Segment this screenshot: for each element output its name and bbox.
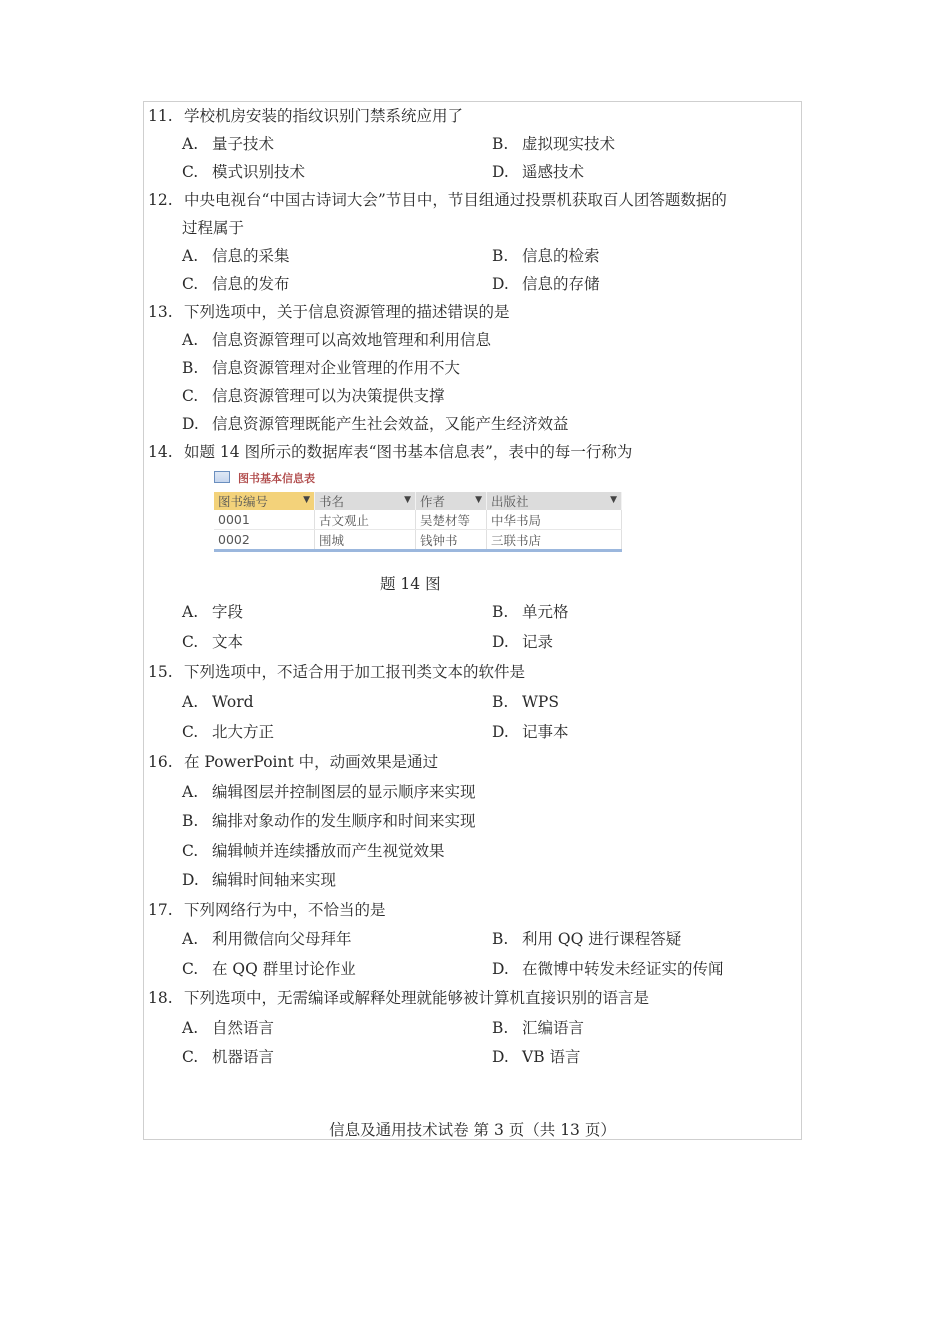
question-number: 15. bbox=[148, 663, 173, 681]
dropdown-arrow-icon: ▼ bbox=[404, 495, 411, 505]
question-number: 17. bbox=[148, 901, 173, 919]
page-footer: 信息及通用技术试卷 第 3 页（共 13 页） bbox=[329, 1121, 616, 1139]
option-a: A. Word bbox=[182, 693, 254, 711]
table-cell: 吴楚材等 bbox=[416, 510, 487, 530]
question-text: 在 PowerPoint 中，动画效果是通过 bbox=[184, 753, 439, 771]
question-number: 14. bbox=[148, 443, 173, 461]
option-d: D. 记事本 bbox=[492, 723, 569, 741]
question-text: 下列选项中，关于信息资源管理的描述错误的是 bbox=[184, 303, 510, 321]
question-12 bbox=[148, 190, 727, 210]
question-text: 下列选项中，无需编译或解释处理就能够被计算机直接识别的语言是 bbox=[184, 989, 650, 1007]
question-16 bbox=[148, 752, 438, 772]
table-cell: 0002 bbox=[214, 530, 315, 551]
option-d: D. 记录 bbox=[492, 633, 554, 651]
question-13 bbox=[148, 302, 510, 322]
option-b: B. 信息的检索 bbox=[492, 247, 600, 265]
option-c: C. 北大方正 bbox=[182, 723, 275, 741]
book-info-table bbox=[214, 492, 622, 552]
question-number: 11. bbox=[148, 107, 173, 125]
option-d: D. 信息资源管理既能产生社会效益，又能产生经济效益 bbox=[182, 415, 569, 433]
table-cell: 三联书店 bbox=[487, 530, 622, 551]
option-b: B. 编排对象动作的发生顺序和时间来实现 bbox=[182, 812, 476, 830]
dropdown-arrow-icon: ▼ bbox=[610, 495, 617, 505]
question-11 bbox=[148, 106, 463, 126]
column-header: 作者 ▼ bbox=[416, 492, 487, 510]
option-c: C. 机器语言 bbox=[182, 1048, 275, 1066]
option-a: A. 信息的采集 bbox=[182, 247, 290, 265]
table-cell: 围城 bbox=[315, 530, 416, 551]
question-number: 12. bbox=[148, 191, 173, 209]
question-15 bbox=[148, 662, 525, 682]
option-c: C. 在 QQ 群里讨论作业 bbox=[182, 960, 356, 978]
question-number: 16. bbox=[148, 753, 173, 771]
option-d: D. 编辑时间轴来实现 bbox=[182, 871, 337, 889]
option-b: B. 汇编语言 bbox=[492, 1019, 585, 1037]
option-b: B. WPS bbox=[492, 693, 559, 711]
option-d: D. 在微博中转发未经证实的传闻 bbox=[492, 960, 724, 978]
option-c: C. 信息的发布 bbox=[182, 275, 290, 293]
dropdown-arrow-icon: ▼ bbox=[303, 495, 310, 505]
table-cell: 钱钟书 bbox=[416, 530, 487, 551]
option-a: A. 字段 bbox=[182, 603, 244, 621]
option-b: B. 信息资源管理对企业管理的作用不大 bbox=[182, 359, 461, 377]
table-cell: 中华书局 bbox=[487, 510, 622, 530]
table-title: 图书基本信息表 bbox=[214, 470, 315, 486]
option-d: D. VB 语言 bbox=[492, 1048, 581, 1066]
option-b: B. 单元格 bbox=[492, 603, 569, 621]
option-b: B. 虚拟现实技术 bbox=[492, 135, 616, 153]
question-17 bbox=[148, 900, 386, 920]
dropdown-arrow-icon: ▼ bbox=[475, 495, 482, 505]
column-header: 出版社 ▼ bbox=[487, 492, 622, 510]
question-text: 中央电视台“中国古诗词大会”节目中，节目组通过投票机获取百人团答题数据的 bbox=[184, 191, 727, 209]
question-text: 下列选项中，不适合用于加工报刊类文本的软件是 bbox=[184, 663, 526, 681]
exam-page bbox=[143, 101, 802, 1140]
question-text-continued: 过程属于 bbox=[182, 219, 245, 237]
option-a: A. 信息资源管理可以高效地管理和利用信息 bbox=[182, 331, 492, 349]
table-icon bbox=[214, 471, 230, 483]
option-c: C. 文本 bbox=[182, 633, 244, 651]
table-cell: 古文观止 bbox=[315, 510, 416, 530]
figure-caption: 题 14 图 bbox=[380, 575, 441, 593]
option-d: D. 遥感技术 bbox=[492, 163, 585, 181]
question-18 bbox=[148, 988, 649, 1008]
option-a: A. 量子技术 bbox=[182, 135, 275, 153]
option-d: D. 信息的存储 bbox=[492, 275, 600, 293]
question-text: 如题 14 图所示的数据库表“图书基本信息表”，表中的每一行称为 bbox=[184, 443, 633, 461]
option-a: A. 编辑图层并控制图层的显示顺序来实现 bbox=[182, 783, 476, 801]
option-a: A. 自然语言 bbox=[182, 1019, 275, 1037]
option-c: C. 编辑帧并连续播放而产生视觉效果 bbox=[182, 842, 445, 860]
question-14 bbox=[148, 442, 632, 462]
option-c: C. 信息资源管理可以为决策提供支撑 bbox=[182, 387, 445, 405]
column-header: 书名 ▼ bbox=[315, 492, 416, 510]
option-b: B. 利用 QQ 进行课程答疑 bbox=[492, 930, 682, 948]
question-text: 学校机房安装的指纹识别门禁系统应用了 bbox=[184, 107, 464, 125]
question-number: 18. bbox=[148, 989, 173, 1007]
database-table-figure bbox=[214, 470, 624, 554]
option-c: C. 模式识别技术 bbox=[182, 163, 306, 181]
column-header: 图书编号 ▼ bbox=[214, 492, 315, 510]
option-a: A. 利用微信向父母拜年 bbox=[182, 930, 352, 948]
table-cell: 0001 bbox=[214, 510, 315, 530]
question-number: 13. bbox=[148, 303, 173, 321]
question-text: 下列网络行为中，不恰当的是 bbox=[184, 901, 386, 919]
